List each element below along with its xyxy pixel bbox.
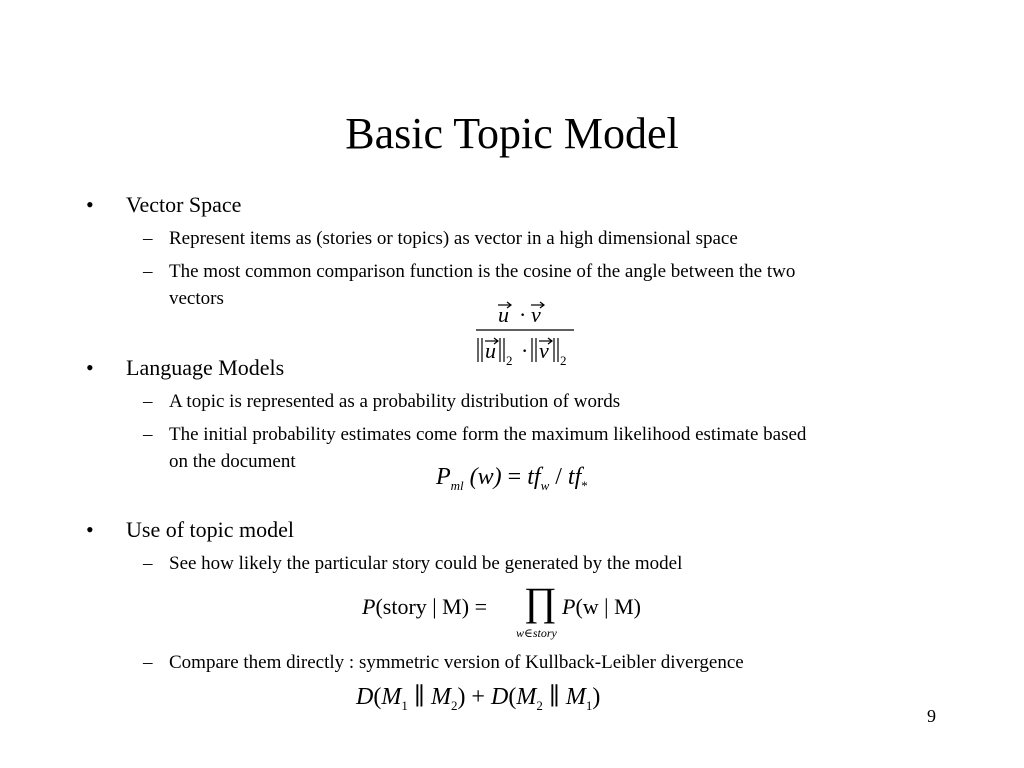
dash-glyph: –	[143, 261, 153, 282]
tf-symbol: tf	[567, 464, 582, 490]
parallel-bars: ∥	[407, 684, 431, 710]
dash-glyph: –	[143, 424, 153, 445]
dot-operator: ·	[519, 302, 527, 327]
P-symbol: P	[362, 594, 376, 619]
dash-glyph: –	[143, 228, 153, 249]
v-vector: v	[539, 338, 549, 363]
star-subscript: *	[581, 478, 588, 493]
subbullet-text: A topic is represented as a probability distribution of words	[169, 391, 621, 412]
D-symbol: D	[490, 684, 509, 710]
ml-formula	[436, 464, 588, 494]
norm-subscript: 2	[560, 353, 567, 368]
story-lhs: (story | M) =	[375, 594, 487, 619]
M-symbol: M	[565, 684, 586, 710]
paren: )	[592, 684, 601, 710]
M-symbol: M	[430, 684, 451, 710]
bullet-glyph: •	[86, 355, 94, 380]
paren: (	[508, 684, 517, 710]
tf-symbol: tf	[527, 464, 541, 490]
w-subscript: w	[540, 478, 550, 493]
bullet-text: Use of topic model	[126, 517, 295, 542]
subscript: 1	[401, 698, 408, 713]
dot-operator: ·	[521, 338, 529, 363]
bullet-use-of-topic-model	[86, 517, 294, 543]
subbullet-initial-estimates-continued: on the document	[169, 451, 296, 472]
story-rhs-text: (w | M)	[575, 594, 641, 619]
subbullet-kl-divergence	[143, 651, 744, 675]
subbullet-represent-items	[143, 227, 738, 251]
cosine-formula	[470, 296, 580, 370]
dash-glyph: –	[143, 553, 153, 574]
lhs-argument: (w)	[469, 464, 502, 490]
bullet-language-models	[86, 355, 284, 381]
M-symbol: M	[516, 684, 537, 710]
product-symbol: ∏	[524, 579, 557, 624]
bullet-text: Vector Space	[126, 192, 242, 217]
subscript: 1	[585, 698, 593, 713]
bullet-vector-space	[86, 192, 241, 218]
story-formula	[362, 594, 487, 620]
dash-glyph: –	[143, 652, 153, 673]
norm-subscript: 2	[506, 353, 513, 368]
subbullet-text: See how likely the particular story could be generated by the model	[169, 553, 683, 574]
page-number: 9	[927, 706, 936, 726]
subbullet-initial-estimates	[143, 423, 806, 447]
subbullet-text: The most common comparison function is the cosine of the angle between the two	[169, 261, 796, 282]
P-symbol: P	[562, 594, 576, 619]
P-symbol: P	[436, 464, 451, 490]
subscript: 2	[536, 698, 543, 713]
subbullet-text: Compare them directly : symmetric version of Kullback-Leibler divergence	[169, 652, 744, 673]
subbullet-text: Represent items as (stories or topics) as vector in a high dimensional space	[169, 228, 738, 249]
bullet-glyph: •	[86, 517, 94, 542]
v-vector: v	[531, 302, 541, 327]
kl-formula	[356, 682, 600, 714]
u-vector: u	[485, 338, 496, 363]
subbullet-cosine	[143, 260, 795, 284]
divide-slash: /	[555, 464, 562, 490]
parallel-bars: ∥	[542, 684, 566, 710]
paren: (	[373, 684, 382, 710]
subbullet-topic-distribution	[143, 390, 620, 414]
u-vector: u	[498, 302, 509, 327]
subbullet-story-likelihood	[143, 552, 682, 576]
story-rhs	[562, 594, 641, 620]
subscript: 2	[450, 698, 458, 713]
slide-title: Basic Topic Model	[345, 109, 679, 158]
product-underscript: w∈story	[516, 626, 557, 640]
dash-glyph: –	[143, 391, 153, 412]
plus-part: ) +	[457, 684, 491, 710]
ml-subscript: ml	[450, 478, 464, 493]
bullet-text: Language Models	[126, 355, 285, 380]
bullet-glyph: •	[86, 192, 94, 217]
M-symbol: M	[381, 684, 402, 710]
subbullet-text: The initial probability estimates come form the maximum likelihood estimate based	[169, 424, 807, 445]
equals-sign: =	[507, 464, 522, 490]
D-symbol: D	[356, 684, 374, 710]
subbullet-cosine-continued: vectors	[169, 288, 224, 309]
